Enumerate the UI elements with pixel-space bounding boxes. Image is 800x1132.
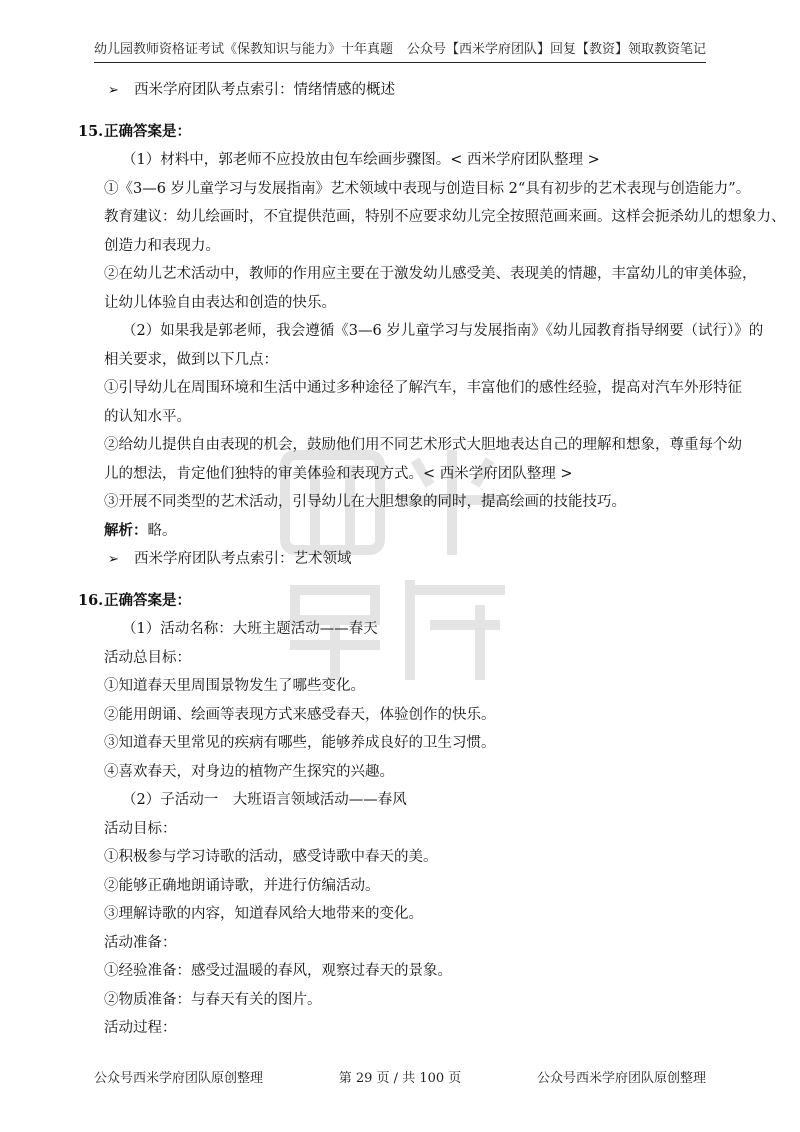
- page-number: 第 29 页 / 共 100 页: [338, 1071, 462, 1086]
- q16-line: （1）活动名称：大班主题活动——春天: [122, 621, 378, 637]
- q15-line: （2）如果我是郭老师，我会遵循《3—6 岁儿童学习与发展指南》《幼儿园教育指导纲要（试行）》的: [122, 323, 764, 339]
- knowledge-index-top: ➢ 西米学府团队考点索引：情绪情感的概述: [104, 76, 704, 106]
- footer-left: 公众号西米学府团队原创整理: [94, 1071, 264, 1086]
- q16-line: ④喜欢春天，对身边的植物产生探究的兴趣。: [104, 763, 394, 780]
- q15-line: ②给幼儿提供自由表现的机会，鼓励他们用不同艺术形式大胆地表达自己的理解和想象，尊重每个幼: [104, 437, 742, 453]
- q16-line: ①积极参与学习诗歌的活动，感受诗歌中春天的美。: [104, 849, 438, 865]
- q15-analysis: 解析：略。: [104, 521, 177, 539]
- q15-line: 教育建议：幼儿绘画时，不宜提供范画，特别不应要求幼儿完全按照范画来画。这样会扼杀幼儿的想象力、: [104, 209, 786, 225]
- q15-line: （1）材料中，郭老师不应投放由包车绘画步骤图。< 西米学府团队整理 >: [122, 152, 600, 168]
- footer-right: 公众号西米学府团队原创整理: [536, 1071, 706, 1086]
- q16-line: ③理解诗歌的内容，知道春风给大地带来的变化。: [104, 906, 423, 922]
- q16-line: ①知道春天里周围景物发生了哪些变化。: [104, 678, 365, 694]
- q15-line: ②在幼儿艺术活动中，教师的作用应主要在于激发幼儿感受美、表现美的情趣，丰富幼儿的审美体验，: [104, 266, 757, 282]
- q15-line: ①《3—6 岁儿童学习与发展指南》艺术领域中表现与创造目标 2“具有初步的艺术表现与创造能力”。: [104, 180, 751, 197]
- q16-line: ③知道春天里常见的疾病有哪些，能够养成良好的卫生习惯。: [104, 735, 496, 751]
- header-right: 公众号【西米学府团队】回复【教资】领取教资笔记: [406, 42, 706, 57]
- page-header: [94, 40, 706, 63]
- q16-line: （2）子活动一 大班语言领域活动——春风: [122, 792, 407, 808]
- q15-line: 儿的想法，肯定他们独特的审美体验和表现方式。< 西米学府团队整理 >: [104, 465, 573, 482]
- q15-line: ③开展不同类型的艺术活动，引导幼儿在大胆想象的同时，提高绘画的技能技巧。: [104, 494, 626, 510]
- q16-line: ①经验准备：感受过温暖的春风，观察过春天的景象。: [104, 963, 452, 979]
- q15-line: 让幼儿体验自由表达和创造的快乐。: [104, 294, 336, 311]
- arrow-bullet-icon: ➢: [108, 552, 119, 567]
- q16-line: 活动总目标：: [104, 649, 191, 666]
- q15-line: 相关要求，做到以下几点：: [104, 351, 278, 368]
- q16-line: ②能用朗诵、绘画等表现方式来感受春天，体验创作的快乐。: [104, 706, 496, 723]
- q16-line: ②物质准备：与春天有关的图片。: [104, 991, 322, 1008]
- arrow-bullet-icon: ➢: [108, 83, 119, 98]
- knowledge-index-q15: ➢ 西米学府团队考点索引：艺术领域: [104, 545, 704, 575]
- q16-line: 活动准备：: [104, 934, 177, 951]
- header-left: 幼儿园教师资格证考试《保教知识与能力》十年真题: [94, 42, 394, 57]
- q15-line: ①引导幼儿在周围环境和生活中通过多种途径了解汽车，丰富他们的感性经验，提高对汽车外形特征: [104, 380, 742, 396]
- question-16-heading: 16.正确答案是：: [78, 591, 191, 609]
- q15-line: 创造力和表现力。: [104, 237, 220, 254]
- q16-line: 活动过程：: [104, 1020, 177, 1036]
- q15-line: 的认知水平。: [104, 408, 191, 425]
- question-15-heading: 15.正确答案是：: [78, 122, 191, 140]
- q16-line: ②能够正确地朗诵诗歌，并进行仿编活动。: [104, 877, 380, 894]
- document-body: [78, 76, 786, 1043]
- q16-line: 活动目标：: [104, 820, 177, 837]
